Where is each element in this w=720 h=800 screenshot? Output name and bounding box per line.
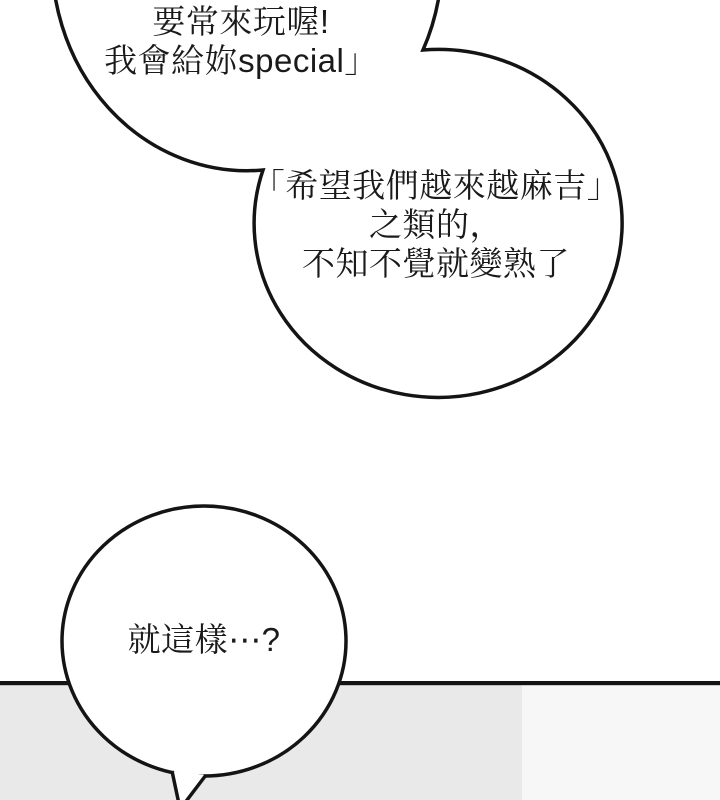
speech-line: 要常來玩喔! — [152, 3, 330, 40]
floor-right-area — [522, 683, 720, 800]
speech-line: 就這樣⋯? — [127, 621, 281, 658]
speech-line: 「希望我們越來越麻吉」 — [251, 167, 621, 204]
speech-line: 之類的， — [369, 206, 503, 243]
speech-bubble-middle-text — [236, 166, 636, 283]
speech-bubble-bottom-text — [54, 620, 354, 659]
speech-bubble-top-text — [41, 2, 441, 80]
speech-line: 我會給妳special」 — [104, 42, 378, 79]
speech-line: 不知不覺就變熟了 — [302, 245, 570, 282]
